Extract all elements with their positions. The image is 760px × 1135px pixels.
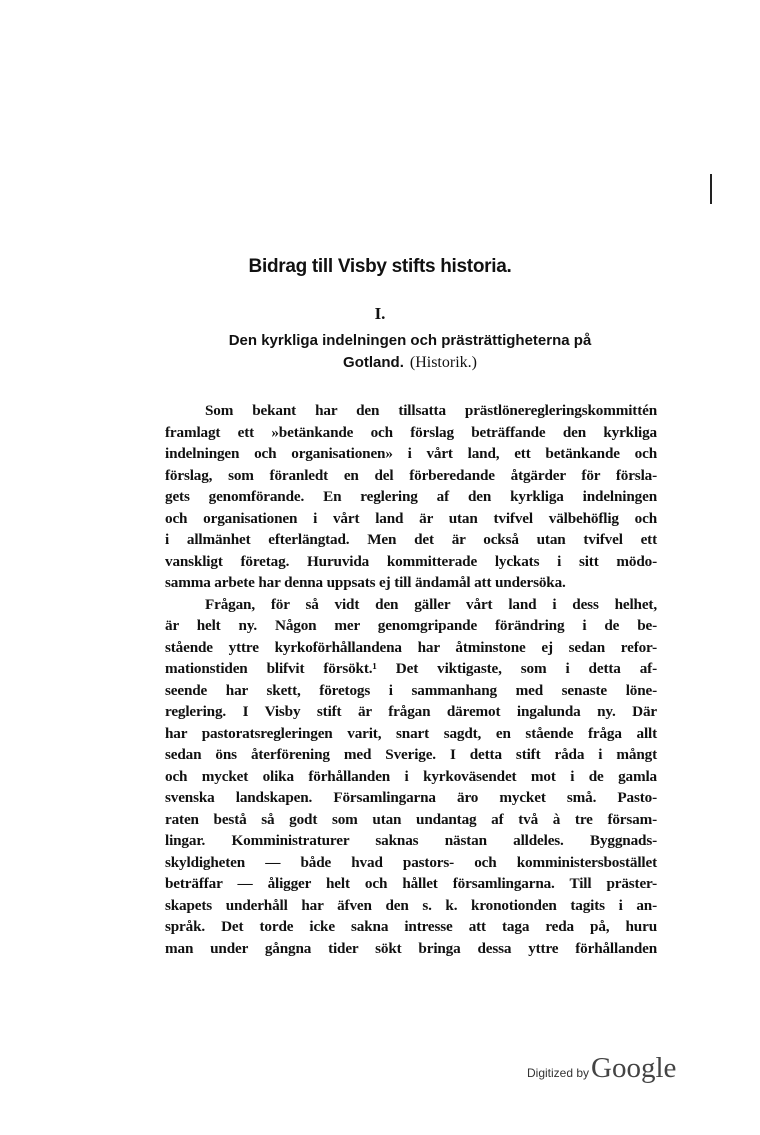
margin-mark	[710, 174, 712, 204]
text-line: samma arbete har denna uppsats ej till ändamål att undersöka.	[165, 574, 566, 591]
subtitle-line-2-bold: Gotland.	[343, 354, 404, 371]
text-line: mationstiden blifvit försökt.¹ Det viktigaste, som i detta af-	[165, 660, 657, 677]
text-line: gets genomförande. En reglering af den kyrkliga indelningen	[165, 488, 657, 505]
text-line: vanskligt företag. Huruvida kommitterade lyckats i sitt mödo-	[165, 552, 657, 570]
text-line: indelningen och organisationen» i vårt land, ett betänkande och	[165, 445, 657, 462]
text-line: i allmänhet efterlängtad. Men det är också utan tvifvel ett	[165, 531, 657, 548]
text-line: och organisationen i vårt land är utan tvifvel välbehöflig och	[165, 509, 657, 527]
body-text	[165, 400, 657, 959]
section-number: I.	[374, 304, 386, 323]
subtitle-line-1: Den kyrkliga indelningen och prästrättigheterna på	[228, 332, 592, 349]
page-title: Bidrag till Visby stifts historia.	[248, 256, 512, 277]
digitized-by-google	[527, 1052, 676, 1092]
text-line: och mycket olika förhållanden i kyrkoväsendet mot i de gamla	[165, 767, 657, 785]
text-line: skapets underhåll har äfven den s. k. kronotionden tagits i an-	[165, 896, 657, 914]
subtitle-line-2-paren: (Historik.)	[409, 354, 477, 371]
text-line: reglering. I Visby stift är frågan däremot ingalunda ny. Där	[165, 703, 657, 720]
text-line: man under gångna tider sökt bringa dessa yttre förhållanden	[165, 939, 657, 957]
text-line: sedan öns återförening med Sverige. I detta stift råda i mångt	[165, 746, 657, 763]
text-line: Som bekant har den tillsatta prästlöneregleringskommittén	[205, 402, 657, 419]
text-line: lingar. Komministraturer saknas nästan alldeles. Byggnads-	[165, 832, 657, 849]
subtitle-line-2	[165, 352, 655, 374]
digitized-label: Digitized by	[527, 1066, 590, 1080]
text-line: seende har skett, företogs i sammanhang med senaste löne-	[165, 681, 657, 699]
text-line: språk. Det torde icke sakna intresse att taga reda på, huru	[165, 918, 657, 935]
google-logo: Google	[591, 1052, 677, 1084]
text-line: stående yttre kyrkoförhållandena har åtminstone ej sedan refor-	[165, 638, 657, 656]
text-line: är helt ny. Någon mer genomgripande förändring i de be-	[165, 617, 657, 634]
text-line: framlagt ett »betänkande och förslag beträffande den kyrkliga	[165, 423, 657, 441]
text-line: raten bestå så godt som utan undantag af två à tre försam-	[165, 810, 657, 828]
section-subtitle	[165, 330, 655, 374]
text-line: förslag, som föranledt en del förberedande åtgärder för försla-	[165, 466, 657, 484]
text-line: Frågan, för så vidt den gäller vårt land i dess helhet,	[205, 595, 657, 613]
text-line: skyldigheten — både hvad pastors- och komministersbostället	[165, 853, 657, 871]
text-line: har pastoratsregleringen varit, snart sagdt, en stående fråga allt	[165, 724, 657, 742]
text-line: beträffar — åligger helt och hållet församlingarna. Till präster-	[165, 875, 657, 892]
text-line: svenska landskapen. Församlingarna äro mycket små. Pasto-	[165, 789, 657, 806]
